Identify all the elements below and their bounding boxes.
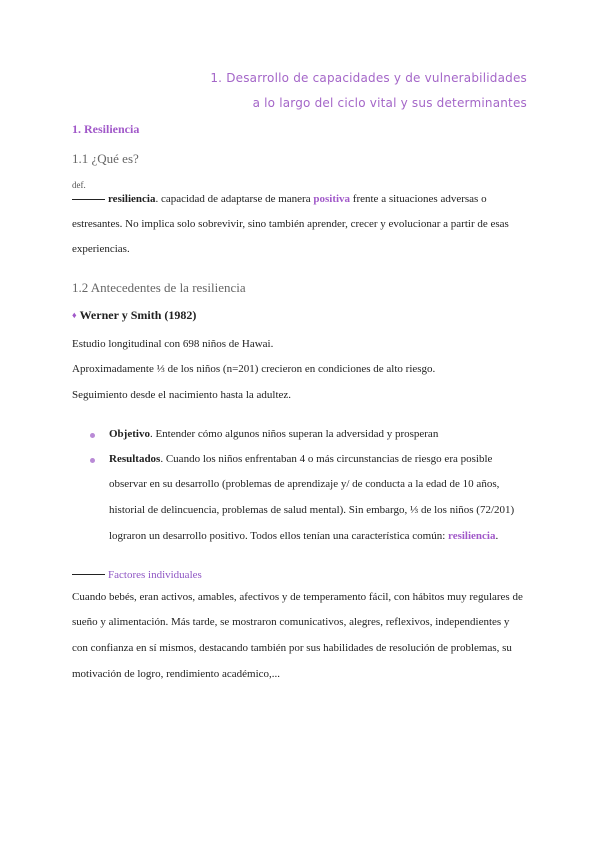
study-heading: [72, 308, 196, 323]
definition-line-2: estresantes. No implica solo sobrevivir, sino también aprender, crecer y evolucionar a partir de esas: [72, 218, 509, 230]
diamond-icon: ♦: [72, 310, 77, 320]
section-title-resiliencia: 1. Resiliencia: [72, 122, 140, 136]
factors-line-2: sueño y alimentación. Más tarde, se mostraron comunicativos, alegres, reflexivos, independientes y: [72, 616, 510, 628]
study-title: Werner y Smith (1982): [79, 308, 197, 322]
factors-line-1: Cuando bebés, eran activos, amables, afectivos y de temperamento fácil, con hábitos muy regulares de: [72, 591, 523, 603]
highlight-positiva: positiva: [313, 193, 351, 205]
bullet-label: Resultados: [109, 453, 161, 465]
header-line-1: 1. Desarrollo de capacidades y de vulnerabilidades: [210, 71, 527, 85]
bullet-text: lograron un desarrollo positivo. Todos ellos tenían una característica común:: [109, 530, 449, 542]
factors-line-3: con confianza en sí mismos, destacando también por sus habilidades de resolución de problemas, su: [72, 642, 512, 654]
subsection-title-antecedentes: 1.2 Antecedentes de la resiliencia: [72, 280, 246, 295]
study-paragraph-2: Aproximadamente ⅓ de los niños (n=201) crecieron en condiciones de alto riesgo.: [72, 363, 436, 375]
definition-term: resiliencia: [108, 193, 156, 205]
header-line-2: a lo largo del ciclo vital y sus determinantes: [252, 96, 527, 110]
bullet-dot: [90, 458, 95, 463]
bullet-resultados-line-4: [109, 530, 498, 542]
factors-rule: [72, 574, 105, 575]
bullet-label: Objetivo: [109, 428, 150, 440]
bullet-objetivo: [109, 428, 438, 440]
definition-rule: [72, 199, 105, 200]
definition-text-b: frente a situaciones adversas o: [350, 193, 487, 205]
definition-text-a: . capacidad de adaptarse de manera: [155, 193, 314, 205]
definition-line-1: [72, 193, 487, 205]
bullet-text: . Cuando los niños enfrentaban 4 o más circunstancias de riesgo era posible: [160, 453, 493, 465]
study-paragraph-1: Estudio longitudinal con 698 niños de Hawai.: [72, 338, 274, 350]
bullet-end: .: [495, 530, 499, 542]
study-paragraph-3: Seguimiento desde el nacimiento hasta la adultez.: [72, 389, 292, 401]
factors-heading: [72, 565, 202, 583]
bullet-text: . Entender cómo algunos niños superan la adversidad y prosperan: [149, 428, 439, 440]
highlight-resiliencia: resiliencia: [448, 530, 496, 542]
factors-title: Factores individuales: [108, 569, 202, 581]
definition-line-3: experiencias.: [72, 243, 130, 255]
bullet-resultados-line-3: historial de delincuencia, problemas de salud mental). Sin embargo, ⅓ de los niños (72/201): [109, 504, 515, 516]
bullet-dot: [90, 433, 95, 438]
factors-line-4: motivación de logro, rendimiento académico,...: [72, 668, 281, 680]
bullet-resultados-line-2: observar en su desarrollo (problemas de aprendizaje y/ de conducta a la edad de 10 años,: [109, 478, 500, 490]
definition-label: def.: [72, 180, 86, 190]
subsection-title-que-es: 1.1 ¿Qué es?: [72, 151, 139, 166]
bullet-resultados-line-1: [109, 453, 492, 465]
